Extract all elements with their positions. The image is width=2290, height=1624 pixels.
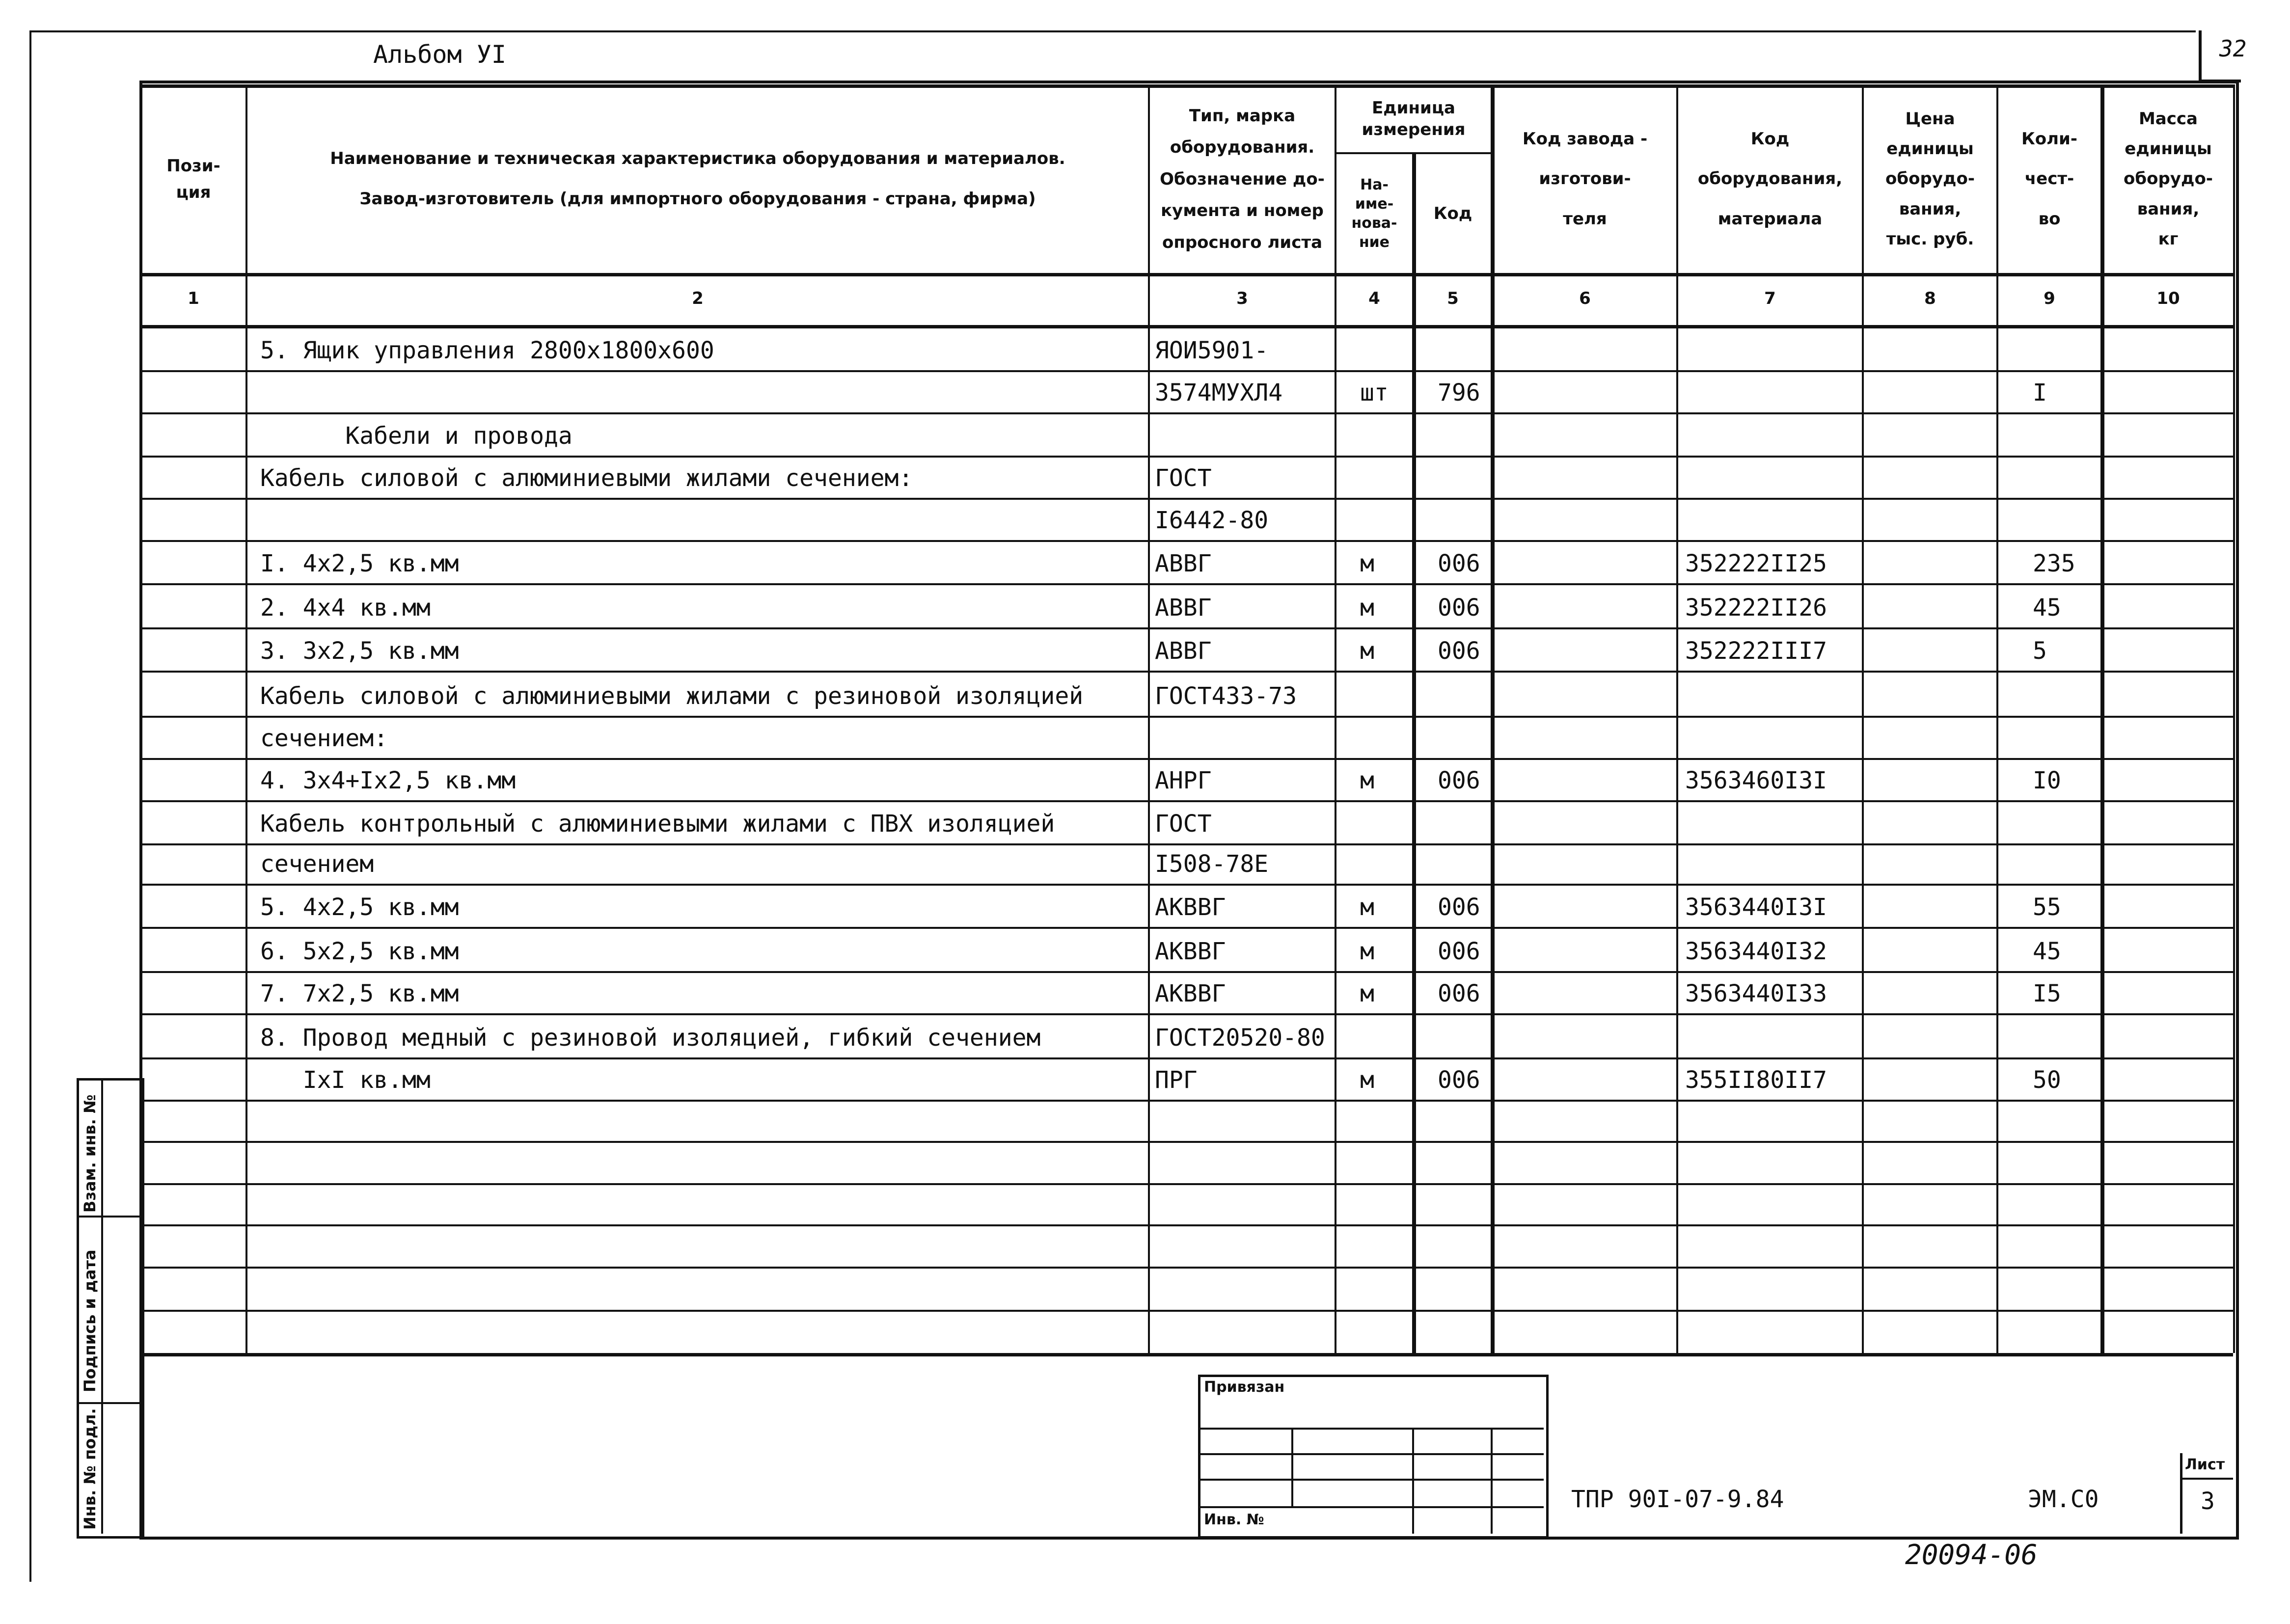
- row-line: [139, 1267, 2233, 1269]
- row-line: [139, 758, 2233, 760]
- table-cell-type: ГОСТ20520-80: [1155, 1024, 1325, 1052]
- table-cell-mat: 352222II26: [1685, 594, 1827, 622]
- col-line: [2100, 84, 2104, 1353]
- table-cell-type: АКВВГ: [1155, 893, 1226, 921]
- col-header-9: Коли- чест- во: [2021, 129, 2077, 229]
- table-cell-type: АВВГ: [1155, 594, 1212, 622]
- table-cell-name: IхI кв.мм: [260, 1066, 431, 1094]
- col-num-9: 9: [2044, 289, 2055, 308]
- stamp-line: [1491, 1428, 1493, 1534]
- table-cell-unit: шт: [1360, 379, 1389, 406]
- table-cell-qty: I5: [2033, 980, 2061, 1007]
- table-cell-unit: м: [1360, 550, 1374, 577]
- row-line: [139, 800, 2233, 802]
- table-cell-type: ГОСТ433-73: [1155, 682, 1297, 710]
- table-cell-code: 006: [1438, 637, 1480, 665]
- side-label-replace: Взам. инв. №: [81, 1094, 99, 1213]
- row-line: [139, 1224, 2233, 1226]
- sheet-number: 3: [2201, 1488, 2215, 1515]
- footer-number: 20094-06: [1905, 1539, 2038, 1571]
- table-cell-unit: м: [1360, 893, 1374, 921]
- row-line: [139, 671, 2233, 673]
- table-cell-type: АВВГ: [1155, 550, 1212, 577]
- row-line: [139, 370, 2233, 372]
- table-cell-qty: 45: [2033, 938, 2061, 965]
- table-cell-mat: 3563440I3I: [1685, 893, 1827, 921]
- col-num-2: 2: [692, 289, 704, 308]
- table-cell-mat: 352222III7: [1685, 637, 1827, 665]
- col-num-8: 8: [1924, 289, 1936, 308]
- table-cell-name: Кабель контрольный с алюминиевыми жилами с ПВХ изоляцией: [260, 810, 1055, 838]
- col-line: [1335, 84, 1336, 1353]
- table-cell-qty: 55: [2033, 893, 2061, 921]
- table-cell-unit: м: [1360, 594, 1374, 622]
- header-bottom-line: [139, 273, 2233, 276]
- table-cell-type: ПРГ: [1155, 1066, 1198, 1094]
- table-cell-type: АКВВГ: [1155, 980, 1226, 1007]
- col-header-3: Тип, марка оборудования. Обозначение до- кумента и номер опросного листа: [1160, 106, 1325, 252]
- col-line: [1862, 84, 1864, 1353]
- table-cell-qty: I0: [2033, 767, 2061, 794]
- row-line: [139, 412, 2233, 414]
- col-header-1: Пози- ция: [166, 156, 220, 202]
- table-cell-qty: I: [2033, 379, 2047, 406]
- table-cell-unit: м: [1360, 637, 1374, 665]
- table-cell-mat: 3563440I32: [1685, 938, 1827, 965]
- col-line: [1996, 84, 1998, 1353]
- stamp-line: [1291, 1428, 1293, 1506]
- table-cell-name: 6. 5х2,5 кв.мм: [260, 938, 459, 965]
- table-cell-code: 006: [1438, 767, 1480, 794]
- table-cell-name: Кабель силовой с алюминиевыми жилами сечением:: [260, 464, 913, 492]
- col-num-4: 4: [1368, 289, 1380, 308]
- col-header-6: Код завода - изготови- теля: [1522, 129, 1648, 229]
- table-cell-name: 7. 7х2,5 кв.мм: [260, 980, 459, 1007]
- unit-group-header: Единица измерения: [1362, 98, 1466, 139]
- table-cell-type: I6442-80: [1155, 507, 1269, 534]
- table-cell-code: 796: [1438, 379, 1480, 406]
- side-strip-divider: [77, 1402, 139, 1404]
- table-cell-unit: м: [1360, 980, 1374, 1007]
- table-cell-name: Кабель силовой с алюминиевыми жилами с резиновой изоляцией: [260, 682, 1084, 710]
- row-line: [139, 843, 2233, 845]
- sheet-label: Лист: [2185, 1456, 2225, 1473]
- table-cell-mat: 3563460I3I: [1685, 767, 1827, 794]
- col-header-4: На- име- нова- ние: [1351, 176, 1397, 251]
- col-header-7: Код оборудования, материала: [1697, 129, 1843, 229]
- table-cell-name: 5. Ящик управления 2800х1800х600: [260, 337, 714, 364]
- left-edge-line: [29, 30, 31, 1582]
- col-num-1: 1: [188, 289, 199, 308]
- numbers-bottom-line: [139, 325, 2233, 328]
- col-num-7: 7: [1764, 289, 1776, 308]
- row-line: [139, 498, 2233, 500]
- row-line: [139, 583, 2233, 585]
- col-header-10: Масса единицы оборудо- вания, кг: [2124, 109, 2213, 249]
- row-line: [139, 1057, 2233, 1059]
- side-label-inv: Инв. № подл.: [81, 1408, 99, 1530]
- col-line: [1412, 152, 1416, 1353]
- side-label-sign: Подпись и дата: [81, 1249, 99, 1392]
- side-strip-divider: [77, 1216, 139, 1218]
- table-cell-code: 006: [1438, 550, 1480, 577]
- table-cell-name: 8. Провод медный с резиновой изоляцией, гибкий сечением: [260, 1024, 1041, 1052]
- col-num-5: 5: [1447, 289, 1459, 308]
- table-cell-type: АНРГ: [1155, 767, 1212, 794]
- row-line: [139, 971, 2233, 973]
- col-header-2: Наименование и техническая характеристика оборудования и материалов. Завод-изготовитель (для импортного оборудования - страна, фирма): [330, 149, 1065, 209]
- table-cell-name: 4. 3х4+Iх2,5 кв.мм: [260, 767, 516, 794]
- table-cell-code: 006: [1438, 980, 1480, 1007]
- row-line: [139, 1100, 2233, 1102]
- table-cell-name: сечением: [260, 850, 374, 878]
- row-line: [139, 927, 2233, 929]
- table-cell-name: 2. 4х4 кв.мм: [260, 594, 431, 622]
- table-cell-code: 006: [1438, 594, 1480, 622]
- stamp-line: [1412, 1428, 1414, 1534]
- table-cell-mat: 355II80II7: [1685, 1066, 1827, 1094]
- table-cell-qty: 45: [2033, 594, 2061, 622]
- table-cell-type: ЯОИ5901-: [1155, 337, 1269, 364]
- table-cell-qty: 5: [2033, 637, 2047, 665]
- row-line: [139, 1141, 2233, 1143]
- table-cell-name: I. 4х2,5 кв.мм: [260, 550, 459, 577]
- col-header-5: Код: [1433, 203, 1472, 223]
- table-cell-type: АВВГ: [1155, 637, 1212, 665]
- col-line: [1491, 84, 1495, 1353]
- col-line: [2233, 84, 2235, 1353]
- col-num-3: 3: [1236, 289, 1248, 308]
- col-line: [1676, 84, 1678, 1353]
- stamp-privyazan: Привязан: [1204, 1379, 1285, 1396]
- table-cell-mat: 352222II25: [1685, 550, 1827, 577]
- table-cell-qty: 50: [2033, 1066, 2061, 1094]
- col-line: [245, 84, 247, 1353]
- table-cell-name: 3. 3х2,5 кв.мм: [260, 637, 459, 665]
- col-line: [1148, 84, 1150, 1353]
- table-cell-type: ГОСТ: [1155, 810, 1212, 838]
- stamp-inv-no: Инв. №: [1204, 1511, 1264, 1528]
- table-cell-name: 5. 4х2,5 кв.мм: [260, 893, 459, 921]
- table-cell-type: 3574МУХЛ4: [1155, 379, 1283, 406]
- page-number: 32: [2219, 35, 2247, 62]
- table-bottom-line: [139, 1353, 2233, 1356]
- table-cell-unit: м: [1360, 767, 1374, 794]
- row-line: [139, 1013, 2233, 1015]
- album-title: Альбом УI: [373, 40, 506, 69]
- table-cell-unit: м: [1360, 1066, 1374, 1094]
- table-cell-type: I508-78Е: [1155, 850, 1269, 878]
- col-num-6: 6: [1579, 289, 1591, 308]
- table-cell-type: ГОСТ: [1155, 464, 1212, 492]
- table-cell-mat: 3563440I33: [1685, 980, 1827, 1007]
- row-line: [139, 540, 2233, 542]
- table-cell-code: 006: [1438, 1066, 1480, 1094]
- row-line: [139, 716, 2233, 718]
- table-cell-qty: 235: [2033, 550, 2075, 577]
- sheet-box-line: [2180, 1478, 2233, 1480]
- col-header-8: Цена единицы оборудо- вания, тыс. руб.: [1885, 109, 1975, 249]
- doc-code: ТПР 90I-07-9.84: [1571, 1486, 1784, 1513]
- col-num-10: 10: [2156, 289, 2180, 308]
- row-line: [139, 884, 2233, 886]
- table-cell-unit: м: [1360, 938, 1374, 965]
- row-line: [139, 1310, 2233, 1312]
- table-cell-name: Кабели и провода: [260, 422, 572, 450]
- side-strip-inner: [101, 1078, 103, 1534]
- table-cell-code: 006: [1438, 893, 1480, 921]
- row-line: [139, 456, 2233, 458]
- left-margin-line: [29, 30, 2196, 32]
- doc-mark: ЭМ.С0: [2028, 1486, 2099, 1513]
- table-cell-code: 006: [1438, 938, 1480, 965]
- row-line: [139, 627, 2233, 629]
- table-cell-name: сечением:: [260, 725, 388, 752]
- row-line: [139, 1183, 2233, 1185]
- table-cell-type: АКВВГ: [1155, 938, 1226, 965]
